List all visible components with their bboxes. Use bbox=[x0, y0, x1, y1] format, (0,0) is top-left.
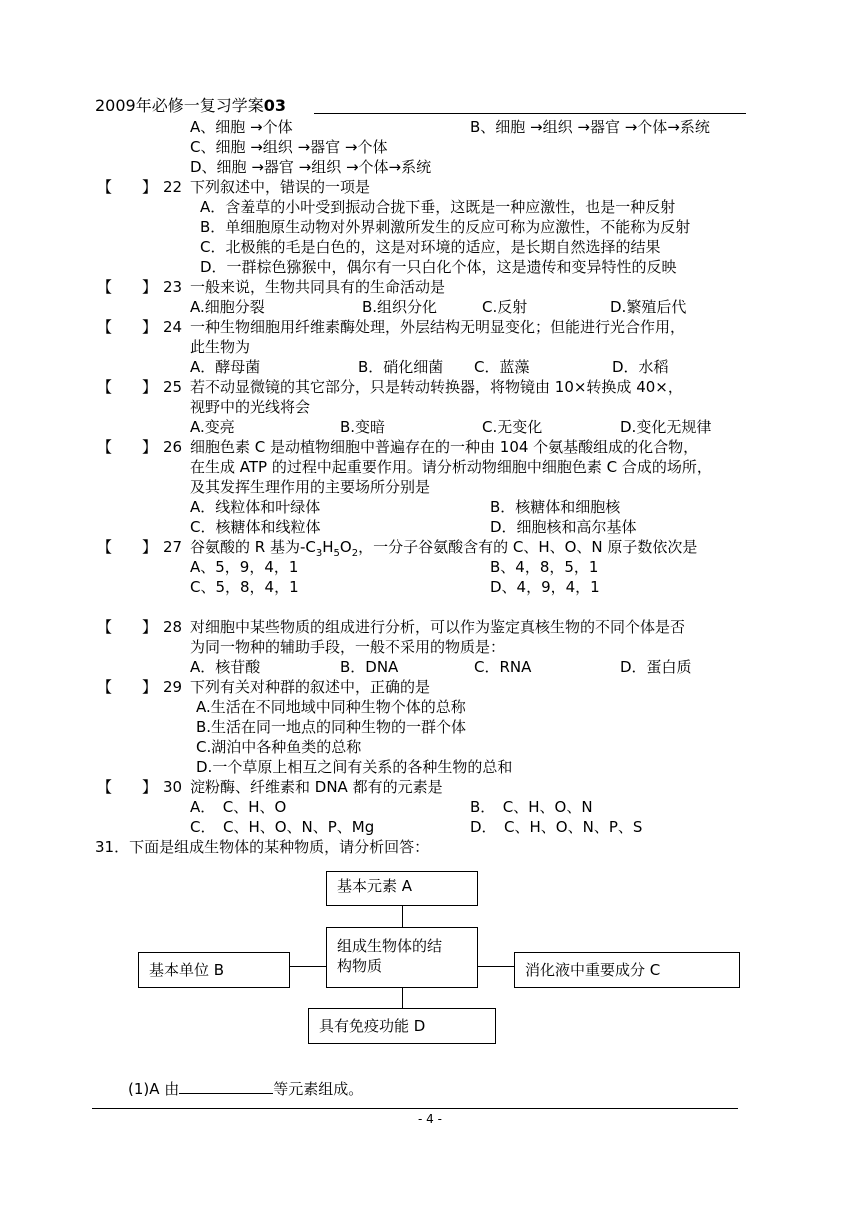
option: A．线粒体和叶绿体 bbox=[190, 498, 321, 516]
option: A.细胞分裂 bbox=[190, 298, 265, 316]
header-title: 2009年必修一复习学案 bbox=[95, 96, 264, 115]
question-stem: 下列有关对种群的叙述中，正确的是 bbox=[190, 678, 431, 696]
option: A、5，9，4，1 bbox=[190, 558, 299, 576]
option: D、4，9，4，1 bbox=[490, 578, 600, 596]
option: D．蛋白质 bbox=[620, 658, 692, 676]
question-number: 27 bbox=[163, 538, 183, 556]
option: D．一群棕色猕猴中，偶尔有一只白化个体，这是遗传和变异特性的反映 bbox=[200, 258, 677, 276]
q31-stem: 31．下面是组成生物体的某种物质，请分析回答： bbox=[95, 838, 430, 856]
connector-bottom bbox=[402, 987, 403, 1009]
q21-option-d: D、细胞 →器官 →组织 →个体→系统 bbox=[190, 158, 432, 176]
option: C.反射 bbox=[482, 298, 528, 316]
q21-option-b: B、细胞 →组织 →器官 →个体→系统 bbox=[470, 118, 710, 136]
connector-top bbox=[402, 905, 403, 927]
option: C.湖泊中各种鱼类的总称 bbox=[196, 738, 362, 756]
option: B.变暗 bbox=[340, 418, 386, 436]
footer-rule bbox=[92, 1108, 738, 1109]
answer-bracket[interactable]: 【 】 22 bbox=[97, 178, 183, 196]
option: B．核糖体和细胞核 bbox=[490, 498, 621, 516]
question-stem: 一种生物细胞用纤维素酶处理，外层结构无明显变化；但能进行光合作用， bbox=[190, 318, 686, 336]
node-top: 基本元素 A bbox=[326, 871, 478, 906]
question-stem-cont: 及其发挥生理作用的主要场所分别是 bbox=[190, 478, 431, 496]
option: A．酵母菌 bbox=[190, 358, 261, 376]
answer-bracket[interactable]: 【 】 29 bbox=[97, 678, 183, 696]
option: C．RNA bbox=[474, 658, 532, 676]
option: C．北极熊的毛是白色的，这是对环境的适应，是长期自然选择的结果 bbox=[200, 238, 661, 256]
option: D.一个草原上相互之间有关系的各种生物的总和 bbox=[196, 758, 513, 776]
connector-right bbox=[478, 966, 514, 967]
question-stem: 淀粉酶、纤维素和 DNA 都有的元素是 bbox=[190, 778, 443, 796]
header-underline bbox=[314, 113, 746, 114]
sub-question-1: (1)A 由 等元素组成。 bbox=[128, 1080, 364, 1098]
option: D．水稻 bbox=[612, 358, 669, 376]
q21-option-c: C、细胞 →组织 →器官 →个体 bbox=[190, 138, 388, 156]
question-number: 26 bbox=[163, 438, 183, 456]
option: C． C、H、O、N、P、Mg bbox=[190, 818, 375, 836]
question-stem: 一般来说，生物共同具有的生命活动是 bbox=[190, 278, 446, 296]
question-stem: 对细胞中某些物质的组成进行分析，可以作为鉴定真核生物的不同个体是否 bbox=[190, 618, 686, 636]
question-number: 28 bbox=[163, 618, 183, 636]
option: B.组织分化 bbox=[362, 298, 438, 316]
option: B．单细胞原生动物对外界刺激所发生的反应可称为应激性，不能称为反射 bbox=[200, 218, 691, 236]
answer-bracket[interactable]: 【 】 27 bbox=[97, 538, 183, 556]
page-number: - 4 - bbox=[418, 1112, 442, 1126]
page-header bbox=[95, 96, 286, 116]
question-stem: 细胞色素 C 是动植物细胞中普遍存在的一种由 104 个氨基酸组成的化合物， bbox=[190, 438, 699, 456]
header-number: 03 bbox=[263, 96, 286, 115]
option: C、5，8，4，1 bbox=[190, 578, 299, 596]
option: A． C、H、O bbox=[190, 798, 287, 816]
node-center: 组成生物体的结 构物质 bbox=[326, 927, 478, 988]
answer-bracket[interactable]: 【 】 28 bbox=[97, 618, 183, 636]
option: B．DNA bbox=[340, 658, 399, 676]
question-stem-cont: 在生成 ATP 的过程中起重要作用。请分析动物细胞中细胞色素 C 合成的场所， bbox=[190, 458, 712, 476]
option: A.生活在不同地域中同种生物个体的总称 bbox=[196, 698, 466, 716]
question-number: 24 bbox=[163, 318, 183, 336]
question-stem-cont: 视野中的光线将会 bbox=[190, 398, 311, 416]
answer-bracket[interactable]: 【 】 24 bbox=[97, 318, 183, 336]
question-stem-cont: 此生物为 bbox=[190, 338, 251, 356]
option: D． C、H、O、N、P、S bbox=[470, 818, 643, 836]
question-number: 30 bbox=[163, 778, 183, 796]
option: B．硝化细菌 bbox=[358, 358, 444, 376]
option: A．核苷酸 bbox=[190, 658, 261, 676]
option: D.繁殖后代 bbox=[610, 298, 687, 316]
answer-bracket[interactable]: 【 】 26 bbox=[97, 438, 183, 456]
connector-left bbox=[290, 966, 326, 967]
option: A．含羞草的小叶受到振动合拢下垂，这既是一种应激性，也是一种反射 bbox=[200, 198, 676, 216]
option: B、4，8，5，1 bbox=[490, 558, 599, 576]
question-number: 22 bbox=[163, 178, 183, 196]
answer-bracket[interactable]: 【 】 23 bbox=[97, 278, 183, 296]
option: D.变化无规律 bbox=[620, 418, 712, 436]
question-number: 23 bbox=[163, 278, 183, 296]
question-stem-cont: 为同一物种的辅助手段，一般不采用的物质是： bbox=[190, 638, 506, 656]
question-number: 29 bbox=[163, 678, 183, 696]
node-bottom: 具有免疫功能 D bbox=[308, 1008, 496, 1044]
question-stem: 下列叙述中，错误的一项是 bbox=[190, 178, 371, 196]
answer-blank[interactable] bbox=[179, 1079, 273, 1094]
option: D．细胞核和高尔基体 bbox=[490, 518, 637, 536]
answer-bracket[interactable]: 【 】 30 bbox=[97, 778, 183, 796]
option: C．核糖体和线粒体 bbox=[190, 518, 321, 536]
question-number: 25 bbox=[163, 378, 183, 396]
option: C．蓝藻 bbox=[474, 358, 530, 376]
option: B.生活在同一地点的同种生物的一群个体 bbox=[196, 718, 467, 736]
node-right: 消化液中重要成分 C bbox=[514, 952, 740, 988]
q21-option-a: A、细胞 →个体 bbox=[190, 118, 293, 136]
option: B． C、H、O、N bbox=[470, 798, 593, 816]
option: C.无变化 bbox=[482, 418, 543, 436]
option: A.变亮 bbox=[190, 418, 235, 436]
question-stem: 若不动显微镜的其它部分，只是转动转换器，将物镜由 10×转换成 40×， bbox=[190, 378, 683, 396]
node-left: 基本单位 B bbox=[138, 952, 290, 988]
answer-bracket[interactable]: 【 】 25 bbox=[97, 378, 183, 396]
question-stem: 谷氨酸的 R 基为$-C_3H_5O_2$，一分子谷氨酸含有的 C、H、O、N 原子数依次是 bbox=[190, 538, 698, 559]
